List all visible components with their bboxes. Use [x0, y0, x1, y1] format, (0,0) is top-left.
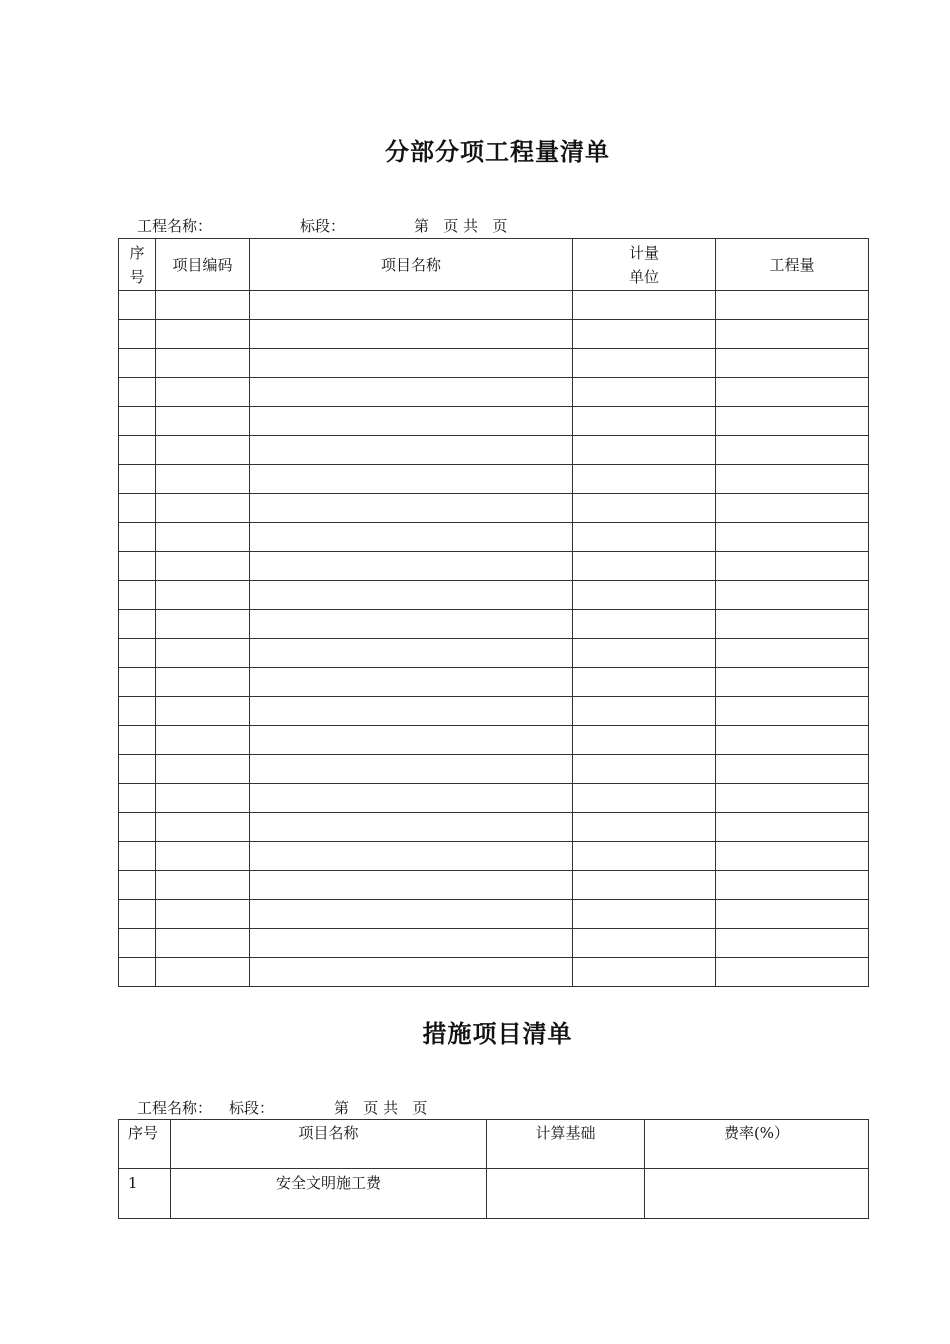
cell-item-name — [250, 291, 573, 320]
cell-quantity — [716, 842, 869, 871]
cell-item-name — [250, 958, 573, 987]
cell-seq — [119, 407, 156, 436]
header-seq: 序号 — [119, 1120, 171, 1169]
page-info: 第 页 共 页 — [414, 217, 508, 235]
table-row — [119, 1169, 869, 1219]
cell-quantity — [716, 813, 869, 842]
cell-quantity — [716, 523, 869, 552]
cell-item-code — [156, 929, 250, 958]
table-row — [119, 552, 869, 581]
cell-unit — [573, 755, 716, 784]
cell-quantity — [716, 784, 869, 813]
cell-quantity — [716, 291, 869, 320]
cell-item-code — [156, 494, 250, 523]
cell-seq — [119, 871, 156, 900]
row-seq: 1 — [119, 1169, 171, 1219]
cell-unit — [573, 494, 716, 523]
cell-item-name — [250, 552, 573, 581]
cell-item-code — [156, 668, 250, 697]
cell-item-name — [250, 465, 573, 494]
cell-seq — [119, 320, 156, 349]
cell-item-name — [250, 697, 573, 726]
cell-unit — [573, 842, 716, 871]
table-row — [119, 668, 869, 697]
header-rate: 费率(%） — [645, 1120, 869, 1169]
cell-item-code — [156, 900, 250, 929]
cell-unit — [573, 436, 716, 465]
cell-item-name — [250, 407, 573, 436]
table-row — [119, 697, 869, 726]
row-item-name: 安全文明施工费 — [171, 1169, 487, 1219]
table-row — [119, 523, 869, 552]
table-row — [119, 494, 869, 523]
project-name-label-2: 工程名称： — [137, 1099, 213, 1117]
cell-item-code — [156, 697, 250, 726]
table-row — [119, 726, 869, 755]
cell-seq — [119, 784, 156, 813]
cell-quantity — [716, 465, 869, 494]
cell-item-name — [250, 813, 573, 842]
cell-seq — [119, 697, 156, 726]
cell-item-code — [156, 755, 250, 784]
cell-unit — [573, 668, 716, 697]
cell-quantity — [716, 407, 869, 436]
row-rate — [645, 1169, 869, 1219]
cell-item-code — [156, 552, 250, 581]
cell-unit — [573, 320, 716, 349]
cell-seq — [119, 349, 156, 378]
cell-item-name — [250, 320, 573, 349]
cell-unit — [573, 726, 716, 755]
cell-unit — [573, 784, 716, 813]
cell-item-name — [250, 842, 573, 871]
cell-item-code — [156, 610, 250, 639]
bill-of-quantities-title: 分部分项工程量清单 — [385, 138, 610, 166]
cell-item-name — [250, 726, 573, 755]
cell-quantity — [716, 349, 869, 378]
cell-seq — [119, 929, 156, 958]
table-row — [119, 320, 869, 349]
cell-quantity — [716, 929, 869, 958]
cell-item-name — [250, 929, 573, 958]
cell-quantity — [716, 610, 869, 639]
cell-unit — [573, 465, 716, 494]
cell-unit — [573, 291, 716, 320]
cell-quantity — [716, 697, 869, 726]
cell-seq — [119, 958, 156, 987]
cell-seq — [119, 639, 156, 668]
cell-quantity — [716, 581, 869, 610]
header-item-code: 项目编码 — [156, 239, 250, 291]
cell-item-name — [250, 668, 573, 697]
cell-item-code — [156, 349, 250, 378]
cell-seq — [119, 552, 156, 581]
cell-seq — [119, 378, 156, 407]
cell-item-name — [250, 610, 573, 639]
cell-quantity — [716, 320, 869, 349]
page-info-2: 第 页 共 页 — [334, 1099, 428, 1117]
table-row — [119, 813, 869, 842]
section-label: 标段： — [300, 217, 346, 235]
header-item-name: 项目名称 — [171, 1120, 487, 1169]
cell-quantity — [716, 639, 869, 668]
cell-quantity — [716, 436, 869, 465]
cell-unit — [573, 610, 716, 639]
table-header-row — [119, 239, 869, 291]
cell-seq — [119, 726, 156, 755]
cell-item-code — [156, 378, 250, 407]
cell-item-name — [250, 755, 573, 784]
cell-item-name — [250, 349, 573, 378]
cell-quantity — [716, 494, 869, 523]
bill-of-quantities-table — [118, 238, 869, 987]
cell-seq — [119, 581, 156, 610]
cell-unit — [573, 552, 716, 581]
section-label-2: 标段： — [229, 1099, 275, 1117]
cell-item-name — [250, 581, 573, 610]
cell-item-code — [156, 784, 250, 813]
cell-seq — [119, 494, 156, 523]
table-row — [119, 958, 869, 987]
cell-seq — [119, 465, 156, 494]
cell-unit — [573, 929, 716, 958]
cell-quantity — [716, 871, 869, 900]
cell-item-code — [156, 958, 250, 987]
table-row — [119, 581, 869, 610]
table-row — [119, 871, 869, 900]
table-row — [119, 784, 869, 813]
cell-seq — [119, 291, 156, 320]
cell-seq — [119, 813, 156, 842]
table-header-row — [119, 1120, 869, 1169]
table-row — [119, 755, 869, 784]
cell-seq — [119, 610, 156, 639]
cell-item-name — [250, 436, 573, 465]
table-row — [119, 610, 869, 639]
table-row — [119, 842, 869, 871]
header-quantity: 工程量 — [716, 239, 869, 291]
cell-unit — [573, 407, 716, 436]
header-unit: 计量 单位 — [573, 239, 716, 291]
cell-quantity — [716, 668, 869, 697]
cell-item-name — [250, 523, 573, 552]
header-calc-basis: 计算基础 — [487, 1120, 645, 1169]
row-calc-basis — [487, 1169, 645, 1219]
cell-unit — [573, 900, 716, 929]
cell-unit — [573, 349, 716, 378]
cell-item-code — [156, 407, 250, 436]
cell-item-code — [156, 465, 250, 494]
table-row — [119, 900, 869, 929]
cell-quantity — [716, 958, 869, 987]
cell-unit — [573, 378, 716, 407]
cell-quantity — [716, 900, 869, 929]
cell-item-name — [250, 871, 573, 900]
cell-unit — [573, 639, 716, 668]
header-seq: 序 号 — [119, 239, 156, 291]
table-row — [119, 436, 869, 465]
cell-unit — [573, 523, 716, 552]
cell-item-name — [250, 639, 573, 668]
cell-item-name — [250, 378, 573, 407]
cell-item-name — [250, 900, 573, 929]
cell-item-name — [250, 784, 573, 813]
table-row — [119, 407, 869, 436]
cell-item-code — [156, 639, 250, 668]
cell-item-code — [156, 726, 250, 755]
cell-unit — [573, 871, 716, 900]
cell-quantity — [716, 755, 869, 784]
cell-item-code — [156, 581, 250, 610]
table-row — [119, 378, 869, 407]
cell-item-code — [156, 320, 250, 349]
cell-seq — [119, 900, 156, 929]
measures-list-title: 措施项目清单 — [422, 1020, 573, 1048]
table-row — [119, 349, 869, 378]
cell-quantity — [716, 726, 869, 755]
cell-seq — [119, 668, 156, 697]
cell-item-code — [156, 291, 250, 320]
project-name-label: 工程名称： — [137, 217, 213, 235]
cell-unit — [573, 697, 716, 726]
cell-item-code — [156, 436, 250, 465]
table-row — [119, 291, 869, 320]
table-row — [119, 465, 869, 494]
cell-unit — [573, 958, 716, 987]
cell-quantity — [716, 552, 869, 581]
cell-seq — [119, 436, 156, 465]
cell-seq — [119, 755, 156, 784]
cell-unit — [573, 813, 716, 842]
cell-item-code — [156, 813, 250, 842]
cell-item-name — [250, 494, 573, 523]
cell-unit — [573, 581, 716, 610]
cell-seq — [119, 523, 156, 552]
table-row — [119, 929, 869, 958]
table-row — [119, 639, 869, 668]
header-item-name: 项目名称 — [250, 239, 573, 291]
cell-seq — [119, 842, 156, 871]
measures-table — [118, 1119, 869, 1219]
cell-item-code — [156, 523, 250, 552]
cell-item-code — [156, 842, 250, 871]
cell-item-code — [156, 871, 250, 900]
cell-quantity — [716, 378, 869, 407]
